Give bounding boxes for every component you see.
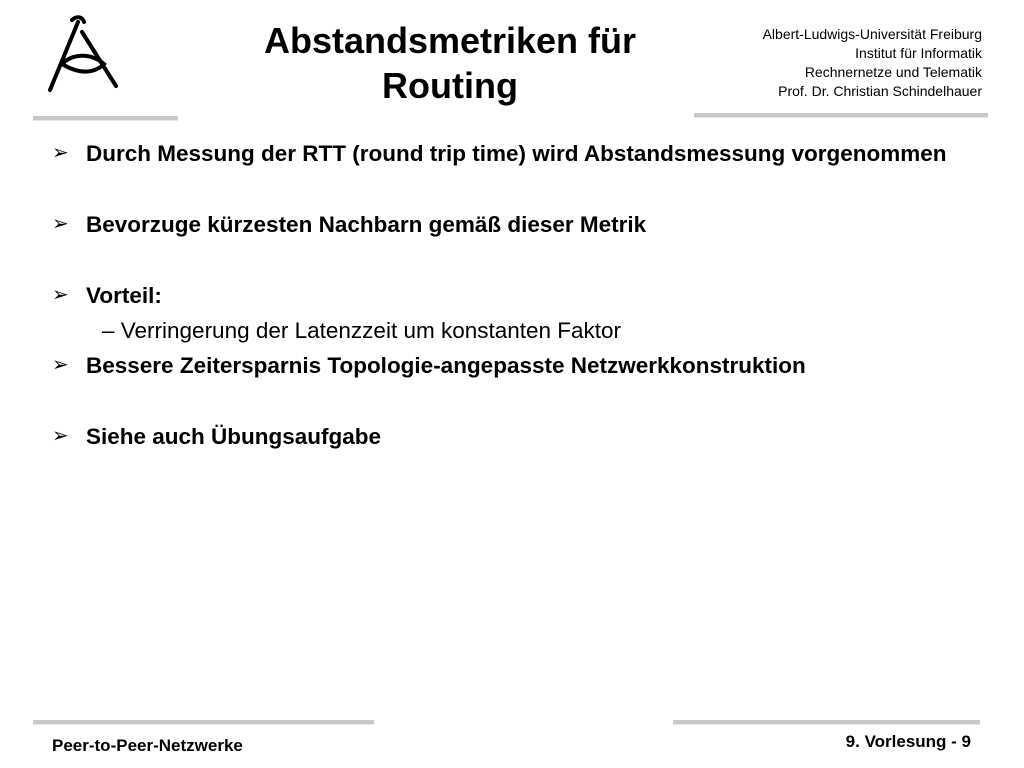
bullet-item xyxy=(52,209,952,240)
bullet-arrow-icon: ➢ xyxy=(52,142,69,164)
bullet-item xyxy=(52,138,952,169)
bullet-text: Bessere Zeitersparnis Topologie-angepasste Netzwerkkonstruktion xyxy=(86,353,806,378)
university-name: Albert-Ludwigs-Universität Freiburg xyxy=(762,26,982,42)
department-name: Rechnernetze und Telematik xyxy=(804,64,982,80)
bullet-arrow-icon: ➢ xyxy=(52,425,69,447)
slide-title-line-2: Routing xyxy=(382,65,518,106)
professor-name: Prof. Dr. Christian Schindelhauer xyxy=(778,83,982,99)
footer-course-name: Peer-to-Peer-Netzwerke xyxy=(52,736,243,755)
institute-block xyxy=(763,25,982,101)
university-logo xyxy=(38,10,128,100)
footer-rule-left xyxy=(33,720,374,725)
bullet-text: Durch Messung der RTT (round trip time) wird Abstandsmessung vorgenommen xyxy=(86,141,947,166)
bullet-item xyxy=(52,350,952,381)
slide-title-line-1: Abstandsmetriken für xyxy=(263,20,637,61)
bullet-arrow-icon: ➢ xyxy=(52,213,69,235)
bullet-text: Vorteil: xyxy=(86,283,162,308)
header-rule-right xyxy=(694,113,988,118)
institute-name: Institut für Informatik xyxy=(855,45,982,61)
slide-title xyxy=(230,18,670,108)
bullet-item xyxy=(52,280,952,311)
bullet-text: Siehe auch Übungsaufgabe xyxy=(86,424,382,449)
bullet-text: Bevorzuge kürzesten Nachbarn gemäß dieser Metrik xyxy=(86,212,647,237)
header-rule-left xyxy=(33,116,178,121)
sub-bullet-text: – Verringerung der Latenzzeit um konstanten Faktor xyxy=(102,318,622,343)
bullet-item xyxy=(52,421,952,452)
bullet-arrow-icon: ➢ xyxy=(52,284,69,306)
slide-content xyxy=(52,138,952,452)
footer-page-number: 9. Vorlesung - 9 xyxy=(845,732,971,751)
bullet-arrow-icon: ➢ xyxy=(52,354,69,376)
footer-rule-right xyxy=(673,720,980,725)
